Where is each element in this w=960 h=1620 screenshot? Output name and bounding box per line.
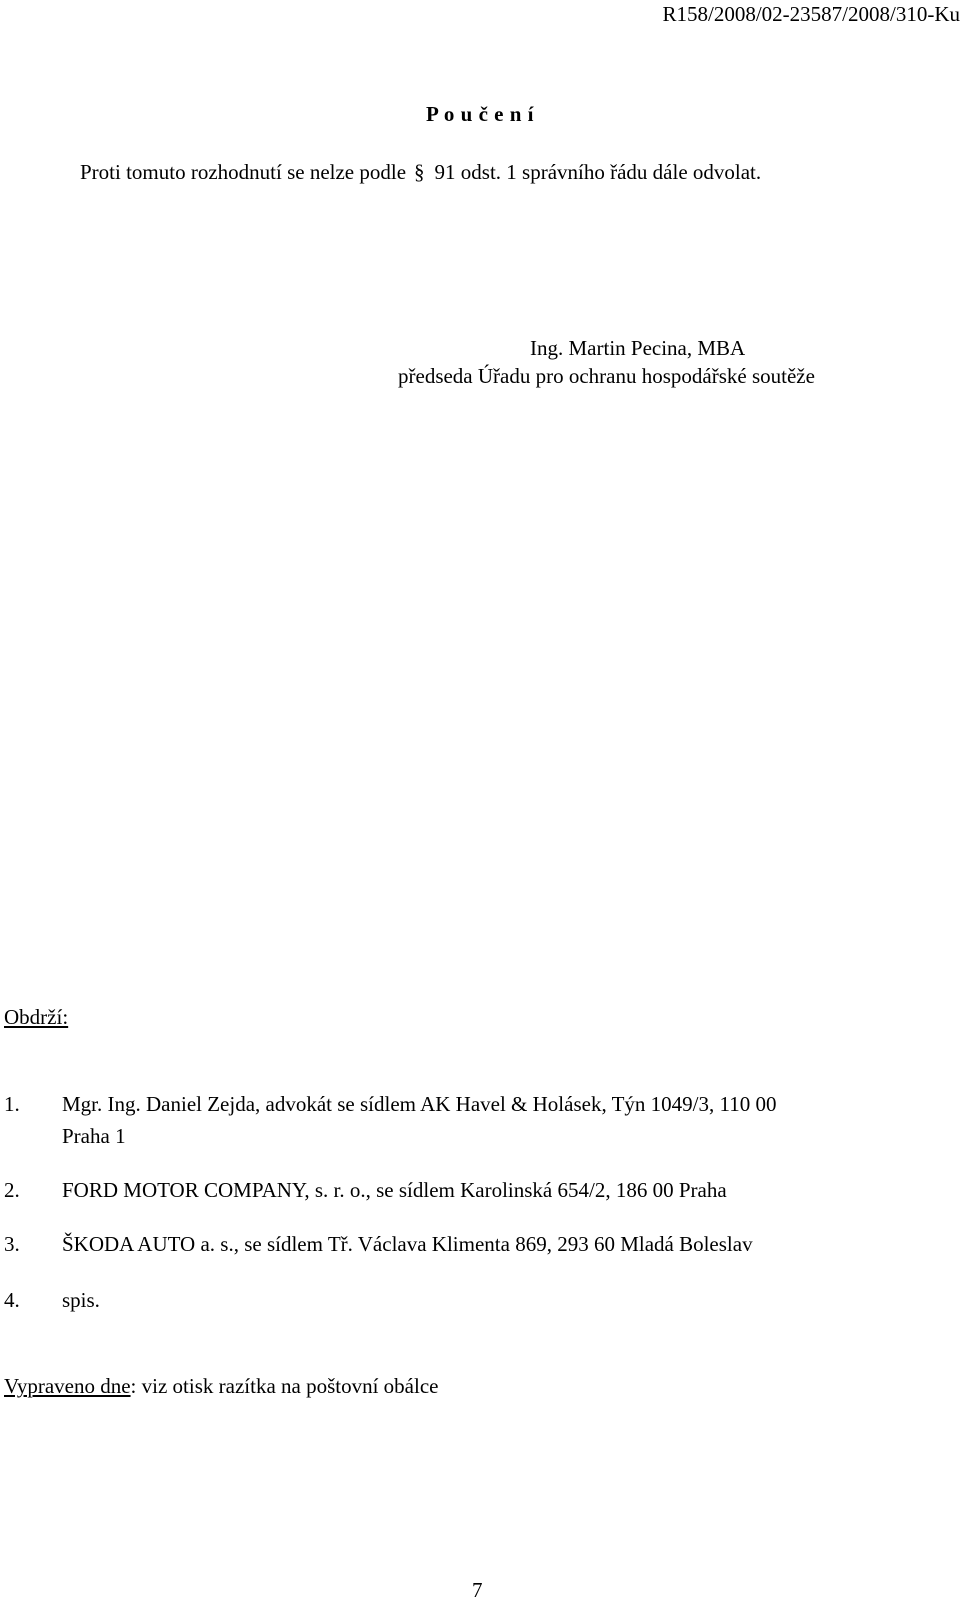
page-number: 7 <box>472 1578 483 1602</box>
instruction-text-before: Proti tomuto rozhodnutí se nelze podle <box>80 160 407 184</box>
list-item-text: spis. <box>62 1288 100 1312</box>
signer-name: Ing. Martin Pecina, MBA <box>530 336 746 360</box>
document-reference: R158/2008/02-23587/2008/310-Ku <box>662 2 960 26</box>
list-item-number: 4. <box>4 1288 20 1312</box>
dispatch-separator: : <box>130 1374 137 1398</box>
dispatch-label: Vypraveno dne <box>4 1374 131 1398</box>
instruction-heading: P o u č e n í <box>425 102 534 126</box>
recipients-label: Obdrží: <box>4 1005 69 1029</box>
list-item-number: 3. <box>4 1232 20 1256</box>
list-item-text: ŠKODA AUTO a. s., se sídlem Tř. Václava Klimenta 869, 293 60 Mladá Boleslav <box>62 1232 753 1256</box>
instruction-text <box>80 160 761 185</box>
list-item-continuation: Praha 1 <box>62 1124 126 1148</box>
list-item-number: 2. <box>4 1178 20 1202</box>
signer-title: předseda Úřadu pro ochranu hospodářské soutěže <box>398 364 815 388</box>
list-item-text: FORD MOTOR COMPANY, s. r. o., se sídlem Karolinská 654/2, 186 00 Praha <box>62 1178 727 1202</box>
dispatch-note <box>4 1374 438 1399</box>
list-item-number: 1. <box>4 1092 20 1116</box>
dispatch-value: viz otisk razítka na poštovní obálce <box>136 1374 439 1398</box>
section-symbol: § <box>414 160 425 184</box>
instruction-text-after: 91 odst. 1 správního řádu dále odvolat. <box>434 160 762 184</box>
list-item-text: Mgr. Ing. Daniel Zejda, advokát se sídlem AK Havel & Holásek, Týn 1049/3, 110 00 <box>62 1092 777 1116</box>
